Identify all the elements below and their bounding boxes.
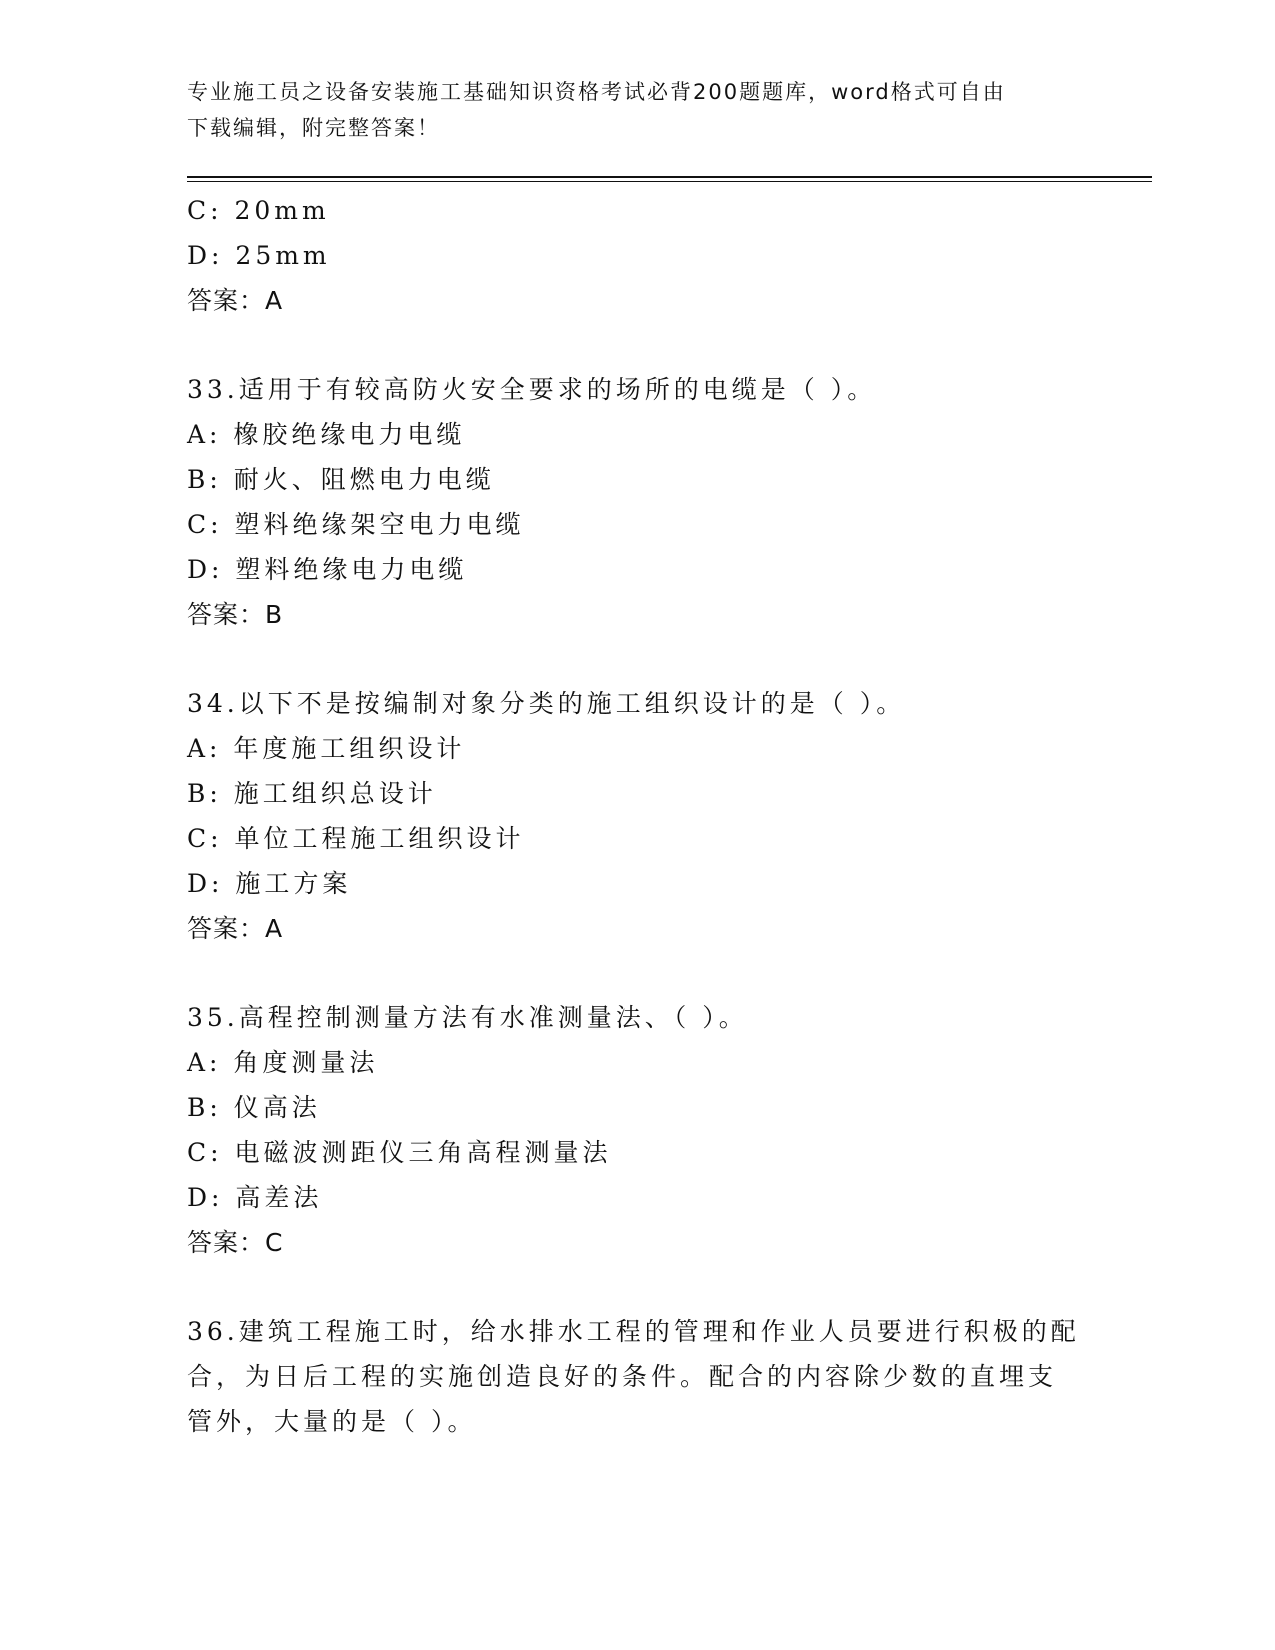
header-divider-thick — [187, 176, 1152, 178]
question-block-35 — [187, 995, 1087, 1265]
option-a: A: 橡胶绝缘电力电缆 — [187, 420, 466, 449]
answer-line: 答案：C — [187, 1228, 284, 1257]
option-c: C: 单位工程施工组织设计 — [187, 824, 525, 853]
answer-line: 答案：B — [187, 600, 284, 629]
option-c: C: 20mm — [187, 196, 330, 225]
option-a: A: 角度测量法 — [187, 1048, 379, 1077]
question-stem-line-3: 管外，大量的是（ ）。 — [187, 1407, 477, 1436]
answer-line: 答案：A — [187, 286, 284, 315]
option-d: D: 塑料绝缘电力电缆 — [187, 555, 468, 584]
question-block-34 — [187, 681, 1087, 951]
header-divider-thin — [187, 181, 1152, 182]
option-b: B: 仪高法 — [187, 1093, 321, 1122]
option-a: A: 年度施工组织设计 — [187, 734, 466, 763]
question-stem-line-2: 合，为日后工程的实施创造良好的条件。配合的内容除少数的直埋支 — [187, 1362, 1058, 1391]
question-block-33 — [187, 367, 1087, 637]
question-block-32 — [187, 188, 1087, 323]
option-c: C: 塑料绝缘架空电力电缆 — [187, 510, 525, 539]
question-stem: 33.适用于有较高防火安全要求的场所的电缆是（ ）。 — [187, 375, 877, 404]
question-block-36 — [187, 1309, 1087, 1444]
document-header — [187, 74, 1087, 146]
option-b: B: 耐火、阻燃电力电缆 — [187, 465, 495, 494]
document-body — [187, 188, 1087, 1444]
option-c: C: 电磁波测距仪三角高程测量法 — [187, 1138, 612, 1167]
question-stem: 35.高程控制测量方法有水准测量法、（ ）。 — [187, 1003, 748, 1032]
option-d: D: 25mm — [187, 241, 331, 270]
option-b: B: 施工组织总设计 — [187, 779, 437, 808]
answer-line: 答案：A — [187, 914, 284, 943]
header-line-1: 专业施工员之设备安装施工基础知识资格考试必背200题题库，word格式可自由 — [187, 80, 1006, 104]
header-line-2: 下载编辑，附完整答案！ — [187, 116, 440, 140]
question-stem-line-1: 36.建筑工程施工时，给水排水工程的管理和作业人员要进行积极的配 — [187, 1317, 1080, 1346]
option-d: D: 高差法 — [187, 1183, 323, 1212]
option-d: D: 施工方案 — [187, 869, 352, 898]
question-stem: 34.以下不是按编制对象分类的施工组织设计的是（ ）。 — [187, 689, 906, 718]
